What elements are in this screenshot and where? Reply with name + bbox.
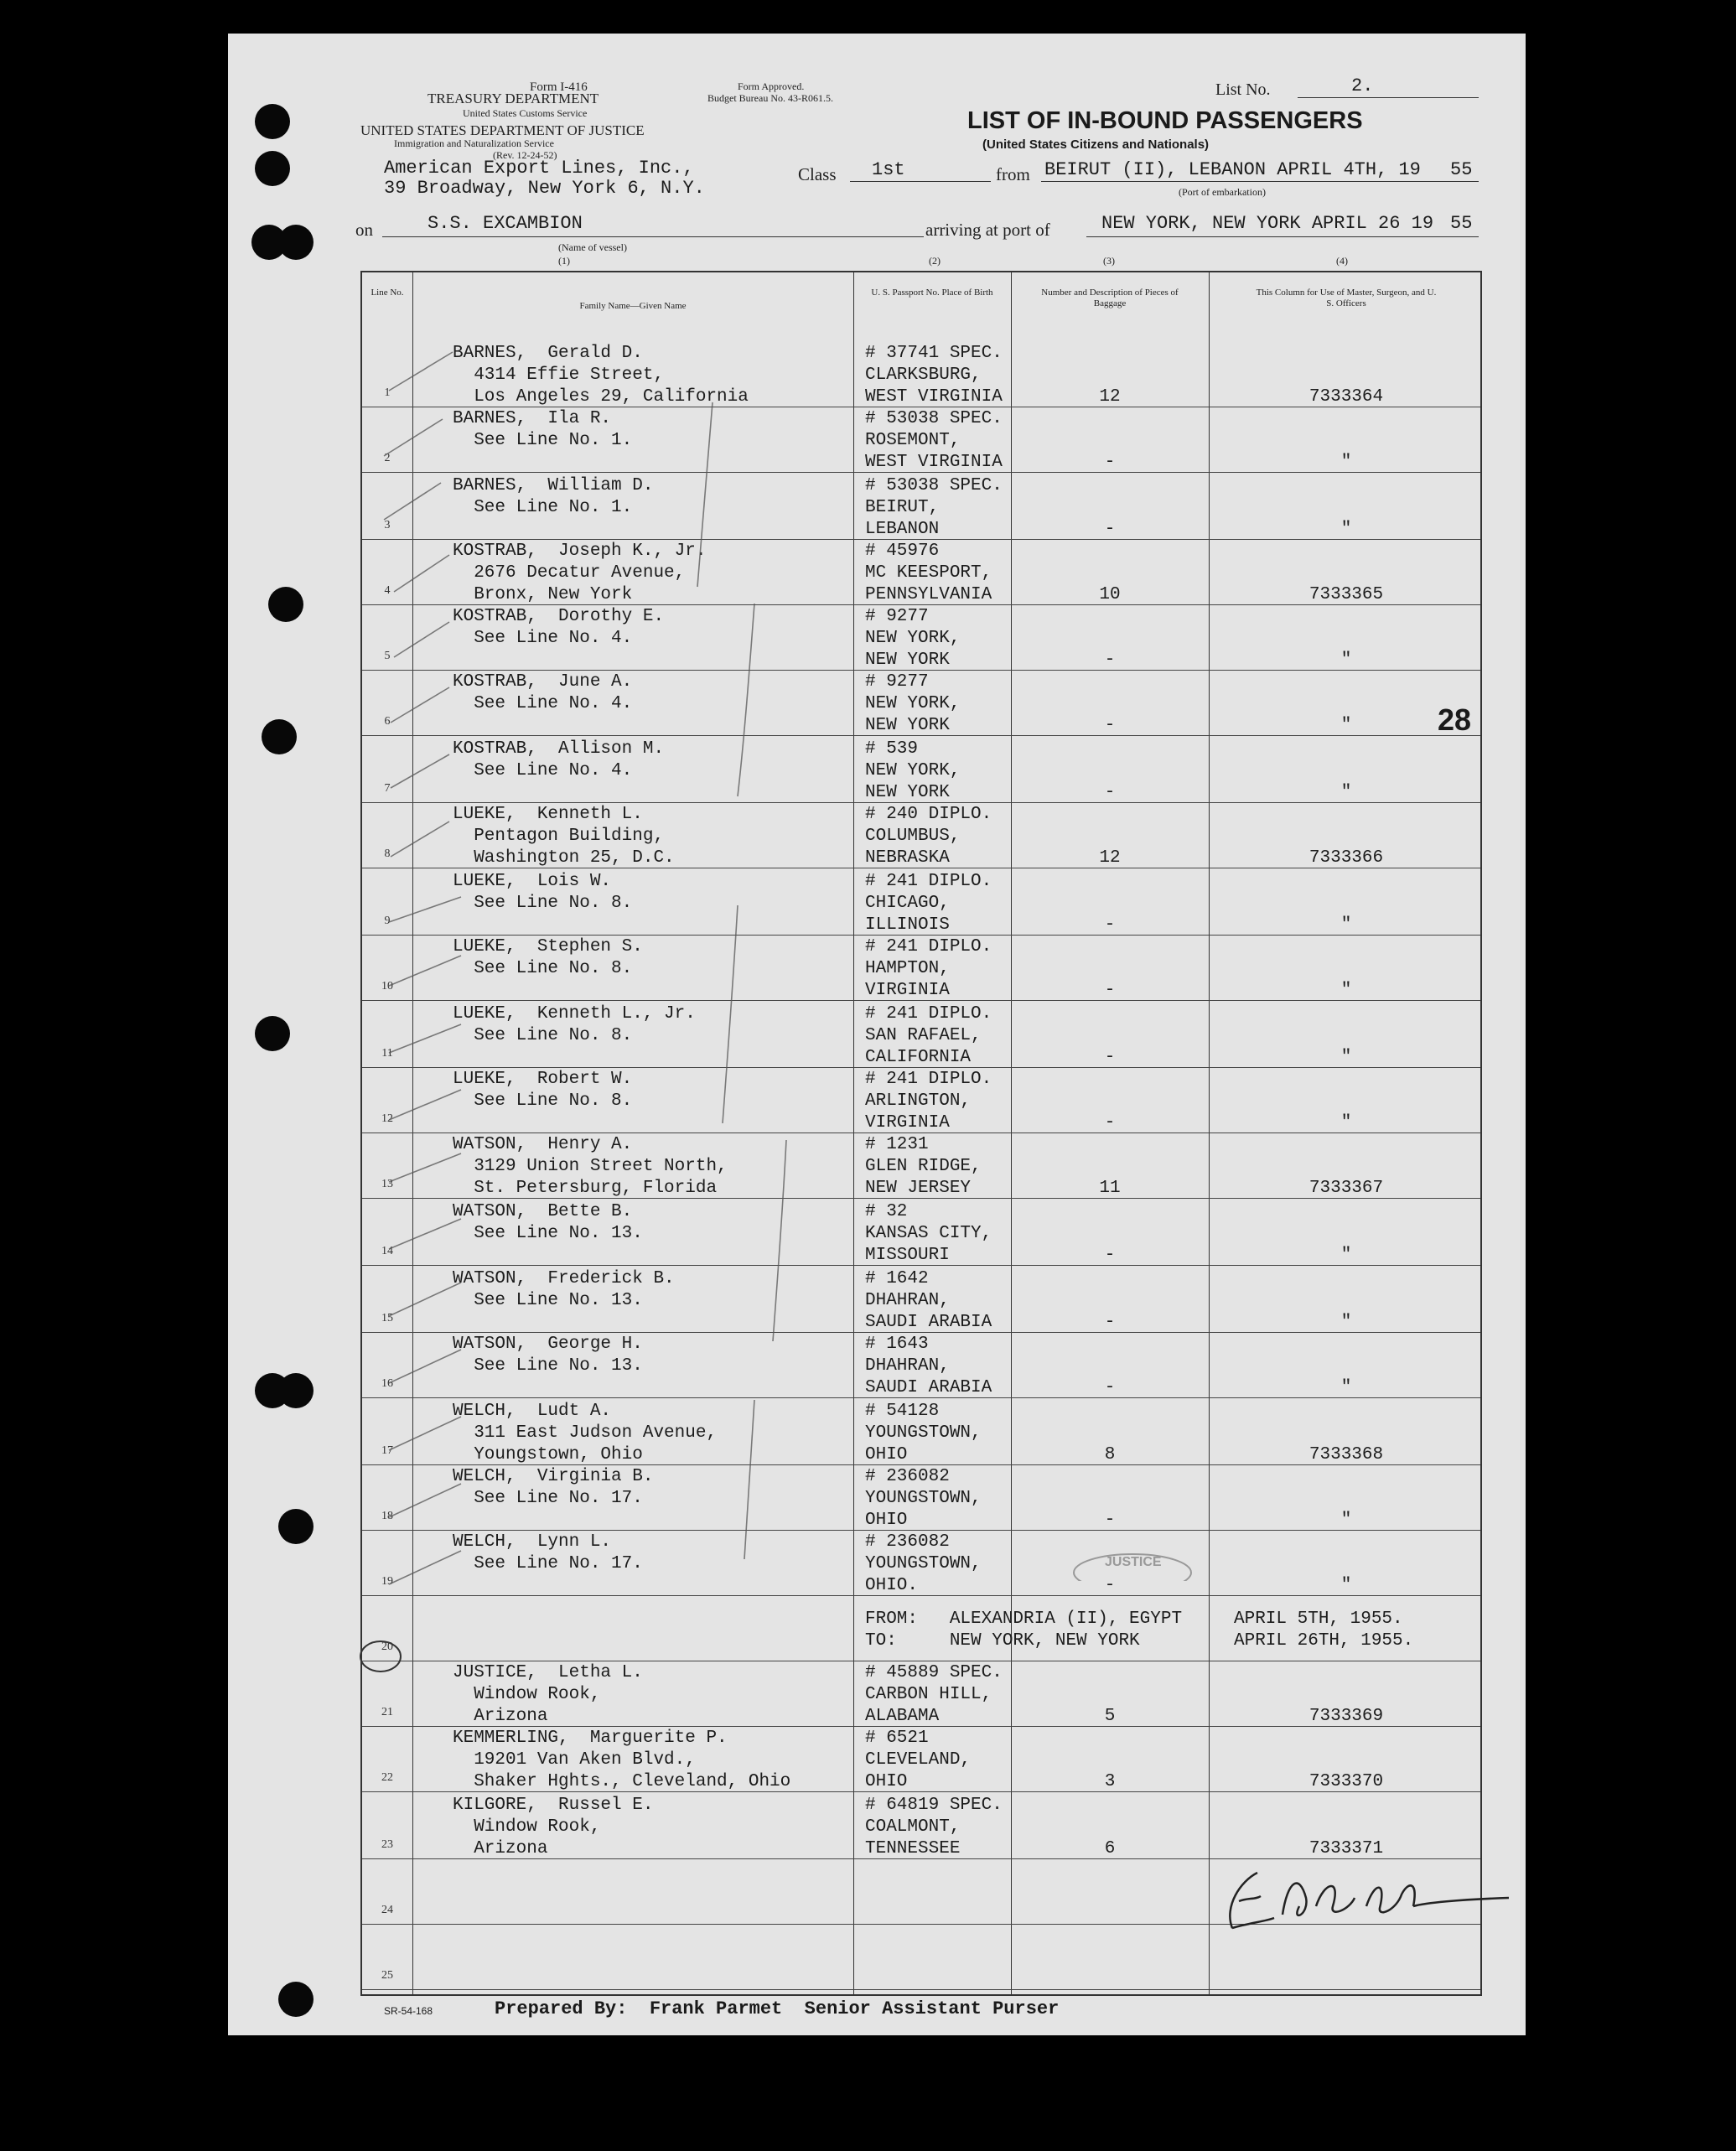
passport-birthplace-line: # 241 DIPLO. <box>865 872 992 891</box>
passport-birthplace-line: CARBON HILL, <box>865 1685 992 1704</box>
passport-birthplace-line: NEW YORK <box>865 650 950 670</box>
route-line: FROM: ALEXANDRIA (II), EGYPT <box>865 1609 1183 1629</box>
passport-birthplace-line: # 539 <box>865 739 919 759</box>
passenger-name-line: JUSTICE, Letha L. <box>453 1663 643 1682</box>
baggage-count: 3 <box>1104 1772 1116 1791</box>
passenger-name-line: See Line No. 8. <box>453 959 633 978</box>
passport-birthplace-line: MISSOURI <box>865 1246 950 1265</box>
row-divider <box>362 1989 1480 1990</box>
passport-birthplace-line: # 241 DIPLO. <box>865 937 992 956</box>
col-header-line: Line No. <box>371 288 404 298</box>
passport-birthplace-line: GLEN RIDGE, <box>865 1157 982 1176</box>
baggage-count: - <box>1104 1113 1116 1133</box>
line-number: 3 <box>384 519 391 531</box>
line-number: 12 <box>381 1112 393 1125</box>
col-header-officers: This Column for Use of Master, Surgeon, and U. S. Officers <box>1256 288 1437 308</box>
from-year: 55 <box>1450 159 1473 180</box>
passport-birthplace-line: # 64819 SPEC. <box>865 1796 1003 1815</box>
vessel-note: (Name of vessel) <box>558 241 627 253</box>
passport-birthplace-line: CHICAGO, <box>865 894 950 913</box>
column-divider <box>853 272 854 1994</box>
arriving-line <box>1086 236 1479 237</box>
baggage-count: 12 <box>1099 848 1121 868</box>
passenger-name-line: KILGORE, Russel E. <box>453 1796 654 1815</box>
baggage-count: - <box>1104 1048 1116 1067</box>
form-code: SR-54-168 <box>384 2005 433 2017</box>
arriving-value: NEW YORK, NEW YORK APRIL 26 19 <box>1101 213 1434 234</box>
passport-birthplace-line: MC KEESPORT, <box>865 563 992 583</box>
passport-birthplace-line: NEW YORK <box>865 783 950 802</box>
line-number: 2 <box>384 452 391 464</box>
passenger-name-line: See Line No. 13. <box>453 1224 643 1243</box>
passenger-name-line: WATSON, Frederick B. <box>453 1269 675 1288</box>
line-number: 11 <box>381 1047 393 1060</box>
officer-code: " <box>1340 915 1352 935</box>
passport-birthplace-line: # 54128 <box>865 1402 940 1421</box>
passport-birthplace-line: LEBANON <box>865 520 940 539</box>
passenger-name-line: See Line No. 17. <box>453 1489 643 1508</box>
passenger-name-line: WATSON, Bette B. <box>453 1202 633 1221</box>
passport-birthplace-line: NEW YORK, <box>865 761 961 780</box>
passenger-name-line: St. Petersburg, Florida <box>453 1179 718 1198</box>
passenger-name-line: Youngstown, Ohio <box>453 1445 643 1464</box>
prepared-by: Prepared By: Frank Parmet Senior Assistant Purser <box>495 1998 1060 2019</box>
punch-hole <box>278 1373 314 1408</box>
officer-code: 7333370 <box>1308 1772 1384 1791</box>
passport-birthplace-line: CALIFORNIA <box>865 1048 972 1067</box>
page-title: LIST OF IN-BOUND PASSENGERS <box>967 107 1363 134</box>
line-number: 15 <box>381 1312 393 1324</box>
col-header-name: Family Name—Given Name <box>579 301 687 311</box>
passenger-name-line: See Line No. 4. <box>453 629 633 648</box>
form-number: Form I-416 <box>530 80 588 94</box>
passenger-name-line: BARNES, Ila R. <box>453 409 612 428</box>
line-number: 5 <box>384 650 391 662</box>
line-number: 23 <box>381 1838 393 1851</box>
officer-code: 7333367 <box>1308 1179 1384 1198</box>
passport-birthplace-line: NEW YORK, <box>865 694 961 713</box>
passenger-name-line: Arizona <box>453 1707 548 1726</box>
officer-code: " <box>1340 650 1352 670</box>
passenger-name-line: LUEKE, Stephen S. <box>453 937 643 956</box>
line-number: 9 <box>384 915 391 927</box>
passenger-name-line: See Line No. 1. <box>453 498 633 517</box>
passport-birthplace-line: NEW YORK <box>865 716 950 735</box>
passport-birthplace-line: # 37741 SPEC. <box>865 344 1003 363</box>
passport-birthplace-line: SAN RAFAEL, <box>865 1026 982 1045</box>
revision: (Rev. 12-24-52) <box>493 149 557 161</box>
baggage-count: - <box>1104 1313 1116 1332</box>
punch-hole <box>255 1016 290 1051</box>
col-header-passport: U. S. Passport No. Place of Birth <box>871 288 993 298</box>
passport-birthplace-line: VIRGINIA <box>865 1113 950 1133</box>
baggage-count: 10 <box>1099 585 1121 604</box>
passport-birthplace-line: # 241 DIPLO. <box>865 1070 992 1089</box>
passenger-name-line: 19201 Van Aken Blvd., <box>453 1750 696 1770</box>
treasury-dept: TREASURY DEPARTMENT <box>428 91 599 106</box>
passenger-name-line: Window Rook, <box>453 1685 601 1704</box>
line-number: 4 <box>384 584 391 597</box>
passport-birthplace-line: YOUNGSTOWN, <box>865 1423 982 1443</box>
justice-stamp <box>1070 1544 1195 1581</box>
baggage-count: 6 <box>1104 1839 1116 1858</box>
passport-birthplace-line: # 241 DIPLO. <box>865 1004 992 1024</box>
class-value: 1st <box>872 159 905 180</box>
line-number: 20 <box>381 1640 393 1653</box>
vessel-line <box>382 236 924 237</box>
passport-birthplace-line: NEW JERSEY <box>865 1179 972 1198</box>
punch-hole <box>262 719 297 754</box>
form-approved: Form Approved. <box>738 80 805 92</box>
passenger-name-line: BARNES, William D. <box>453 476 654 495</box>
passenger-name-line: See Line No. 17. <box>453 1554 643 1573</box>
passport-birthplace-line: # 1643 <box>865 1335 929 1354</box>
line-number: 17 <box>381 1444 393 1457</box>
officer-signature <box>1207 1848 1526 1945</box>
list-no-label: List No. <box>1215 80 1271 99</box>
punch-hole <box>278 1509 314 1544</box>
line-number: 18 <box>381 1510 393 1522</box>
officer-code: " <box>1340 981 1352 1000</box>
passenger-name-line: Pentagon Building, <box>453 827 665 846</box>
passport-birthplace-line: NEW YORK, <box>865 629 961 648</box>
punch-hole <box>278 1982 314 2017</box>
list-no-line <box>1298 97 1479 98</box>
passenger-name-line: KEMMERLING, Marguerite P. <box>453 1729 728 1748</box>
passport-birthplace-line: YOUNGSTOWN, <box>865 1489 982 1508</box>
passenger-name-line: Shaker Hghts., Cleveland, Ohio <box>453 1772 791 1791</box>
col-num-2: (2) <box>929 255 941 267</box>
line-number: 6 <box>384 715 391 728</box>
from-value: BEIRUT (II), LEBANON APRIL 4TH, 19 <box>1044 159 1421 180</box>
officer-code: 7333365 <box>1308 585 1384 604</box>
baggage-count: - <box>1104 1511 1116 1530</box>
passenger-name-line: Arizona <box>453 1839 548 1858</box>
passenger-name-line: Window Rook, <box>453 1817 601 1837</box>
line-number: 22 <box>381 1771 393 1784</box>
passenger-name-line: See Line No. 1. <box>453 431 633 450</box>
line-number: 10 <box>381 980 393 993</box>
passport-birthplace-line: NEBRASKA <box>865 848 950 868</box>
passport-birthplace-line: # 1231 <box>865 1135 929 1154</box>
passenger-name-line: LUEKE, Lois W. <box>453 872 612 891</box>
passport-birthplace-line: VIRGINIA <box>865 981 950 1000</box>
passport-birthplace-line: # 53038 SPEC. <box>865 476 1003 495</box>
officer-code: " <box>1340 783 1352 802</box>
passport-birthplace-line: ARLINGTON, <box>865 1091 972 1111</box>
passenger-name-line: KOSTRAB, Joseph K., Jr. <box>453 542 707 561</box>
line-number: 8 <box>384 847 391 860</box>
officer-code: 7333368 <box>1308 1445 1384 1464</box>
passenger-name-line: WATSON, George H. <box>453 1335 643 1354</box>
baggage-count: - <box>1104 716 1116 735</box>
col-num-1: (1) <box>558 255 570 267</box>
passport-birthplace-line: TENNESSEE <box>865 1839 961 1858</box>
passenger-name-line: KOSTRAB, June A. <box>453 672 633 692</box>
passport-birthplace-line: WEST VIRGINIA <box>865 453 1003 472</box>
from-label: from <box>996 164 1030 184</box>
line-number: 25 <box>381 1969 393 1982</box>
passport-birthplace-line: COALMONT, <box>865 1817 961 1837</box>
passenger-name-line: KOSTRAB, Dorothy E. <box>453 607 665 626</box>
passenger-name-line: See Line No. 4. <box>453 694 633 713</box>
stamp-text: JUSTICE <box>1105 1555 1162 1569</box>
passenger-name-line: 3129 Union Street North, <box>453 1157 728 1176</box>
passport-birthplace-line: # 32 <box>865 1202 908 1221</box>
passport-birthplace-line: OHIO <box>865 1445 908 1464</box>
officer-code: 7333366 <box>1308 848 1384 868</box>
baggage-count: - <box>1104 915 1116 935</box>
passenger-name-line: LUEKE, Kenneth L. <box>453 805 643 824</box>
passenger-name-line: WELCH, Lynn L. <box>453 1532 612 1552</box>
passenger-name-line: See Line No. 13. <box>453 1356 643 1376</box>
passport-birthplace-line: # 45889 SPEC. <box>865 1663 1003 1682</box>
passport-birthplace-line: OHIO <box>865 1511 908 1530</box>
budget-bureau: Budget Bureau No. 43-R061.5. <box>707 92 833 104</box>
ins-service: Immigration and Naturalization Service <box>394 137 554 149</box>
line-number: 24 <box>381 1904 393 1916</box>
officer-code: " <box>1340 1246 1352 1265</box>
passenger-name-line: Washington 25, D.C. <box>453 848 675 868</box>
passenger-name-line: 2676 Decatur Avenue, <box>453 563 686 583</box>
passport-birthplace-line: CLARKSBURG, <box>865 365 982 385</box>
officer-code: " <box>1340 1048 1352 1067</box>
page-number: 28 <box>1438 702 1472 737</box>
company-name: American Export Lines, Inc., <box>384 158 694 179</box>
baggage-count: - <box>1104 520 1116 539</box>
passenger-name-line: Los Angeles 29, California <box>453 387 749 407</box>
passenger-name-line: LUEKE, Robert W. <box>453 1070 633 1089</box>
punch-hole <box>255 104 290 139</box>
passenger-name-line: See Line No. 13. <box>453 1291 643 1310</box>
passport-birthplace-line: COLUMBUS, <box>865 827 961 846</box>
baggage-count: - <box>1104 650 1116 670</box>
passport-birthplace-line: CLEVELAND, <box>865 1750 972 1770</box>
class-line <box>850 181 991 182</box>
justice-dept: UNITED STATES DEPARTMENT OF JUSTICE <box>360 122 645 138</box>
passenger-name-line: WELCH, Ludt A. <box>453 1402 612 1421</box>
passport-birthplace-line: ALABAMA <box>865 1707 940 1726</box>
passenger-name-line: See Line No. 8. <box>453 1026 633 1045</box>
embark-note: (Port of embarkation) <box>1179 186 1266 198</box>
customs-service: United States Customs Service <box>463 107 588 119</box>
passport-birthplace-line: ILLINOIS <box>865 915 950 935</box>
company-address: 39 Broadway, New York 6, N.Y. <box>384 178 705 199</box>
route-dates: APRIL 5TH, 1955. APRIL 26TH, 1955. <box>1234 1609 1414 1651</box>
passport-birthplace-line: # 236082 <box>865 1467 950 1486</box>
passport-birthplace-line: # 45976 <box>865 542 940 561</box>
passport-birthplace-line: # 53038 SPEC. <box>865 409 1003 428</box>
punch-hole <box>278 225 314 260</box>
passenger-name-line: See Line No. 8. <box>453 1091 633 1111</box>
passenger-name-line: See Line No. 8. <box>453 894 633 913</box>
baggage-count: 5 <box>1104 1707 1116 1726</box>
passport-birthplace-line: HAMPTON, <box>865 959 950 978</box>
line-number: 7 <box>384 782 391 795</box>
officer-code: 7333369 <box>1308 1707 1384 1726</box>
baggage-count: - <box>1104 981 1116 1000</box>
col-header-baggage: Number and Description of Pieces of Baggage <box>1041 288 1179 308</box>
punch-hole <box>268 587 303 622</box>
arriving-year: 55 <box>1450 213 1473 234</box>
passport-birthplace-line: KANSAS CITY, <box>865 1224 992 1243</box>
line-number: 1 <box>384 386 391 399</box>
passenger-name-line: WELCH, Virginia B. <box>453 1467 654 1486</box>
line-number: 16 <box>381 1377 393 1390</box>
passport-birthplace-line: WEST VIRGINIA <box>865 387 1003 407</box>
passport-birthplace-line: DHAHRAN, <box>865 1291 950 1310</box>
route-line: TO: NEW YORK, NEW YORK <box>865 1631 1140 1651</box>
baggage-count: - <box>1104 1246 1116 1265</box>
line-number: 13 <box>381 1178 393 1190</box>
passport-birthplace-line: # 236082 <box>865 1532 950 1552</box>
passenger-name-line: BARNES, Gerald D. <box>453 344 643 363</box>
passport-birthplace-line: # 6521 <box>865 1729 929 1748</box>
list-no-value: 2. <box>1351 75 1374 96</box>
officer-code: " <box>1340 1378 1352 1397</box>
baggage-count: 12 <box>1099 387 1121 407</box>
baggage-count: 11 <box>1099 1179 1121 1198</box>
officer-code: 7333371 <box>1308 1839 1384 1858</box>
on-label: on <box>355 220 373 240</box>
passenger-name-line: Bronx, New York <box>453 585 633 604</box>
officer-code: " <box>1340 1313 1352 1332</box>
officer-code: " <box>1340 520 1352 539</box>
passenger-name-line: LUEKE, Kenneth L., Jr. <box>453 1004 696 1024</box>
passport-birthplace-line: # 9277 <box>865 672 929 692</box>
col-num-3: (3) <box>1103 255 1115 267</box>
passenger-name-line: WATSON, Henry A. <box>453 1135 633 1154</box>
officer-code: " <box>1340 453 1352 472</box>
col-num-4: (4) <box>1336 255 1348 267</box>
page-subtitle: (United States Citizens and Nationals) <box>982 137 1210 152</box>
passenger-name-line: See Line No. 4. <box>453 761 633 780</box>
line-number: 19 <box>381 1575 393 1588</box>
passport-birthplace-line: YOUNGSTOWN, <box>865 1554 982 1573</box>
officer-code: 7333364 <box>1308 387 1384 407</box>
passenger-name-line: 311 East Judson Avenue, <box>453 1423 718 1443</box>
passport-birthplace-line: OHIO <box>865 1772 908 1791</box>
baggage-count: - <box>1104 783 1116 802</box>
baggage-count: - <box>1104 1378 1116 1397</box>
pencil-check-marks <box>369 319 838 1911</box>
baggage-count: - <box>1104 1576 1116 1595</box>
passport-birthplace-line: # 9277 <box>865 607 929 626</box>
passport-birthplace-line: # 1642 <box>865 1269 929 1288</box>
punch-hole <box>255 151 290 186</box>
passport-birthplace-line: OHIO. <box>865 1576 919 1595</box>
line-number: 21 <box>381 1706 393 1718</box>
passport-birthplace-line: PENNSYLVANIA <box>865 585 992 604</box>
officer-code: " <box>1340 1576 1352 1595</box>
passport-birthplace-line: SAUDI ARABIA <box>865 1313 992 1332</box>
passenger-name-line: KOSTRAB, Allison M. <box>453 739 665 759</box>
baggage-count: 8 <box>1104 1445 1116 1464</box>
officer-code: " <box>1340 716 1352 735</box>
passport-birthplace-line: # 240 DIPLO. <box>865 805 992 824</box>
class-label: Class <box>798 164 837 184</box>
baggage-count: - <box>1104 453 1116 472</box>
line-number: 14 <box>381 1245 393 1257</box>
passport-birthplace-line: BEIRUT, <box>865 498 940 517</box>
passport-birthplace-line: DHAHRAN, <box>865 1356 950 1376</box>
from-line <box>1041 181 1479 182</box>
passport-birthplace-line: SAUDI ARABIA <box>865 1378 992 1397</box>
arriving-label: arriving at port of <box>925 220 1050 240</box>
vessel-name: S.S. EXCAMBION <box>428 213 583 234</box>
passport-birthplace-line: ROSEMONT, <box>865 431 961 450</box>
officer-code: " <box>1340 1511 1352 1530</box>
officer-code: " <box>1340 1113 1352 1133</box>
passenger-name-line: 4314 Effie Street, <box>453 365 665 385</box>
